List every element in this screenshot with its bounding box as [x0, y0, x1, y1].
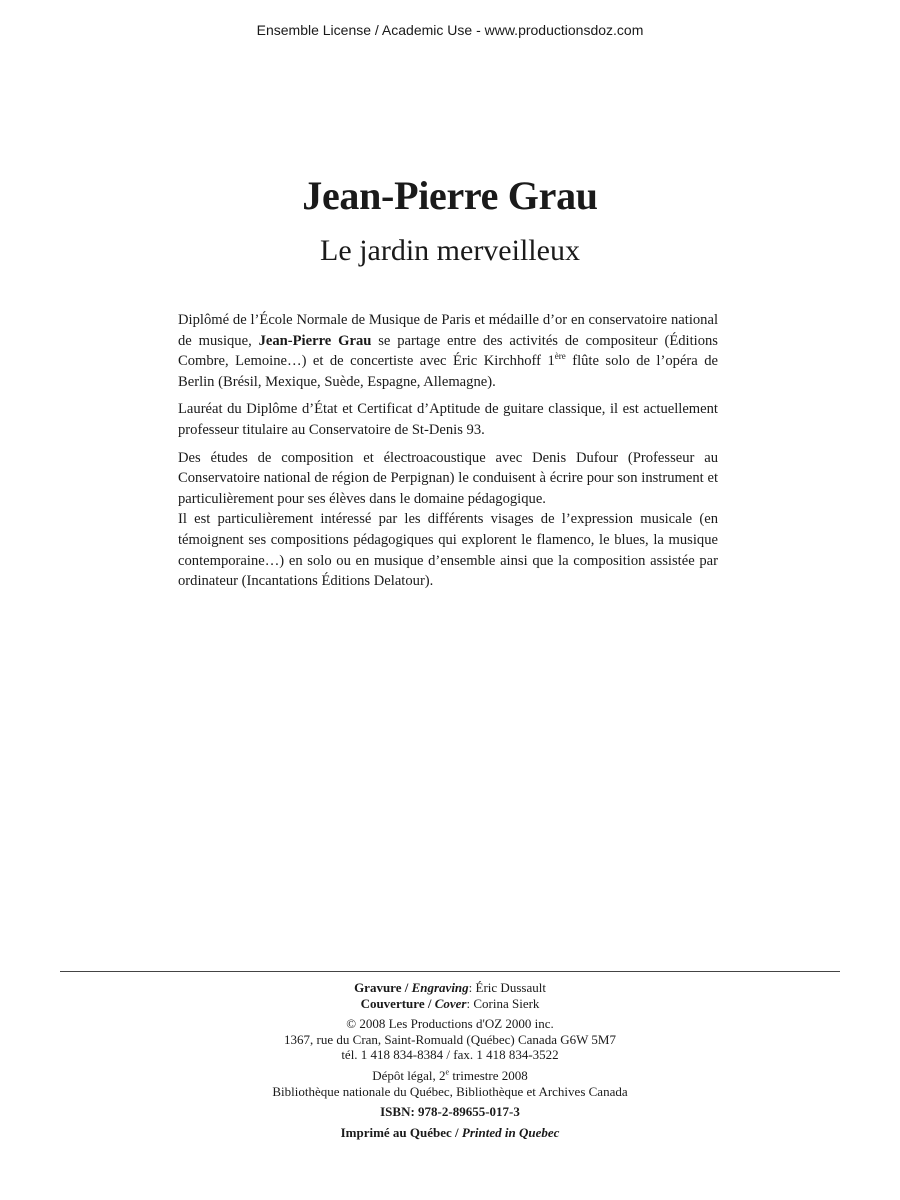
legal-deposit	[0, 1068, 900, 1084]
publisher-address: 1367, rue du Cran, Saint-Romuald (Québec) Canada G6W 5M7	[284, 1031, 616, 1047]
bio-composer-name: Jean-Pierre Grau	[258, 332, 372, 349]
legal-deposit-text: trimestre 2008	[449, 1067, 528, 1083]
work-title: Le jardin merveilleux	[320, 234, 580, 267]
isbn-text: ISBN: 978-2-89655-017-3	[380, 1104, 520, 1120]
legal-deposit-text: Dépôt légal, 2	[372, 1067, 446, 1083]
printed-en: Printed in Quebec	[461, 1124, 560, 1140]
composer-name: Jean-Pierre Grau	[302, 173, 598, 218]
cover-label-fr: Couverture /	[360, 995, 435, 1011]
bio-paragraph-4: Il est particulièrement intéressé par les différents visages de l’expression musicale (en témoignent ses compositions pédagogiques qui explorent le flamenco, le blues, la musique contemporaine…) en solo ou en musique d’ensemble ainsi que la composition assistée par ordinateur (Incantations Éditions Delatour).	[178, 511, 718, 590]
isbn	[0, 1104, 900, 1120]
credits-block	[0, 980, 900, 1140]
cover-name: : Corina Sierk	[466, 995, 540, 1011]
bio-paragraph-1	[178, 310, 718, 392]
engraving-credit	[0, 980, 900, 996]
copyright-line: © 2008 Les Productions d'OZ 2000 inc.	[346, 1016, 554, 1032]
engraving-label-en: Engraving	[411, 980, 469, 995]
footer-divider	[60, 971, 840, 972]
legal-deposit-superscript: e	[445, 1067, 450, 1077]
engraving-name: : Éric Dussault	[468, 980, 546, 995]
printed-in	[0, 1125, 900, 1141]
bio-paragraph-2: Lauréat du Diplôme d’État et Certificat d’Aptitude de guitare classique, il est actuellement professeur titulaire au Conservatoire de St-Denis 93.	[178, 401, 718, 438]
printed-fr: Imprimé au Québec /	[340, 1124, 462, 1140]
cover-credit	[0, 996, 900, 1012]
bio-text: flûte solo de l’opéra de Berlin (Brésil, Mexique, Suède, Espagne, Allemagne).	[178, 353, 718, 390]
engraving-label-fr: Gravure /	[354, 980, 412, 995]
license-banner: Ensemble License / Academic Use - www.productionsdoz.com	[256, 22, 644, 38]
bio-paragraph-3: Des études de composition et électroacoustique avec Denis Dufour (Professeur au Conservatoire national de région de Perpignan) le conduisent à écrire pour son instrument et particulièrement pour ses élèves dans le domaine pédagogique.	[178, 449, 718, 507]
publisher-phone: tél. 1 418 834-8384 / fax. 1 418 834-3522	[341, 1047, 559, 1063]
libraries-line: Bibliothèque nationale du Québec, Bibliothèque et Archives Canada	[272, 1083, 628, 1099]
biography	[178, 310, 718, 599]
ordinal-superscript: ère	[554, 351, 566, 362]
bio-text: se partage entre des activités de compositeur (Éditions Combre, Lemoine…) et de concertiste avec Éric Kirchhoff 1	[178, 332, 718, 370]
cover-label-en: Cover	[434, 995, 467, 1011]
bio-text: Diplômé de l’École Normale de Musique de Paris et médaille d’or en conservatoire national de musique,	[178, 312, 718, 349]
